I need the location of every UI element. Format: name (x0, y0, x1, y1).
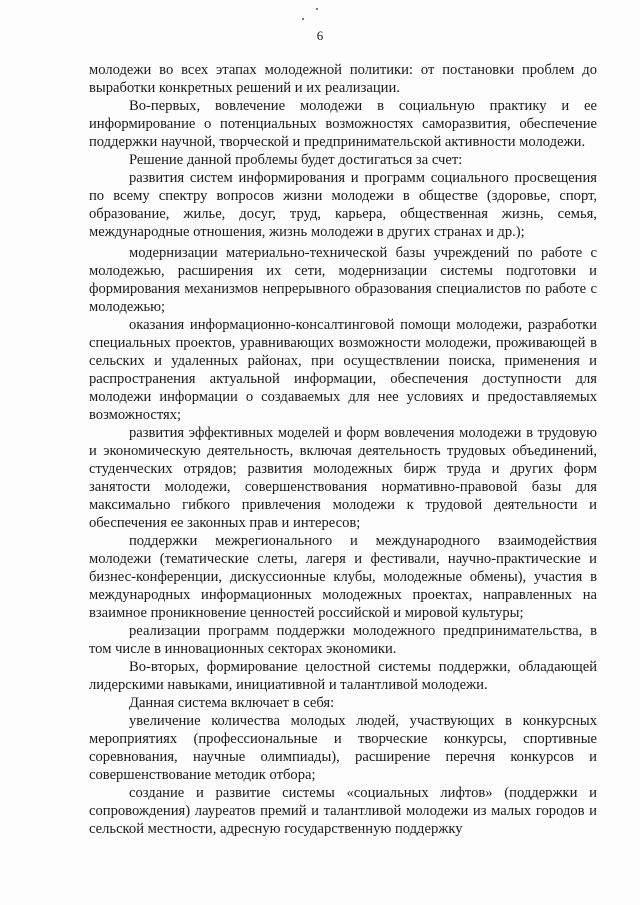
page-number: 6 (316, 28, 324, 43)
paragraph: реализации программ поддержки молодежного предпринимательства, в том числе в инновационных секторах экономики. (89, 623, 597, 657)
paragraph: Во-первых, вовлечение молодежи в социальную практику и ее информирование о потенциальных возможностях саморазвития, обеспечение поддержки научной, творческой и предпринимательской активности молодежи. (89, 98, 597, 150)
paragraph: Решение данной проблемы будет достигаться за счет: (129, 152, 463, 168)
scan-speck (302, 18, 304, 20)
scan-speck (316, 8, 318, 10)
paragraph: молодежи во всех этапах молодежной политики: от постановки проблем до выработки конкретных решений и их реализации. (89, 62, 597, 96)
paragraph: поддержки межрегионального и международного взаимодействия молодежи (тематические слеты, лагеря и фестивали, научно-практические и бизнес-конференции, дискуссионные клубы, молодежные обмены), участия в международных информационных молодежных проектах, направленных на взаимное проникновение ценностей российской и мировой культуры; (89, 533, 597, 621)
paragraph: создание и развитие системы «социальных лифтов» (поддержки и сопровождения) лауреатов премий и талантливой молодежи из малых городов и сельской местности, адресную государственную поддержку (89, 785, 597, 837)
paragraph: развития систем информирования и программ социального просвещения по всему спектру вопросов жизни молодежи в обществе (здоровье, спорт, образование, жилье, досуг, труд, карьера, общественная жизнь, семья, международные отношения, жизнь молодежи в других странах и др.); (89, 170, 597, 240)
paragraph: оказания информационно-консалтинговой помощи молодежи, разработки специальных проектов, уравнивающих возможности молодежи, проживающей в сельских и удаленных районах, при осуществлении поиска, применения и распространения актуальной информации, обеспечения доступности для молодежи информации о создаваемых для нее условиях и предоставляемых возможностях; (89, 317, 597, 423)
document-body (89, 61, 597, 838)
paragraph: развития эффективных моделей и форм вовлечения молодежи в трудовую и экономическую деятельность, включая деятельность трудовых объединений, студенческих отрядов; развития молодежных бирж труда и других форм занятости молодежи, совершенствования нормативно-правовой базы для максимально гибкого привлечения молодежи к трудовой деятельности и обеспечения ее законных прав и интересов; (89, 425, 597, 531)
paragraph: Во-вторых, формирование целостной системы поддержки, обладающей лидерскими навыками, инициативной и талантливой молодежи. (89, 659, 597, 693)
paragraph: Данная система включает в себя: (129, 695, 335, 711)
paragraph: увеличение количества молодых людей, участвующих в конкурсных мероприятиях (профессиональные и творческие конкурсы, спортивные соревнования, научные олимпиады), расширение перечня конкурсов и совершенствование методик отбора; (89, 713, 597, 783)
paragraph: модернизации материально-технической базы учреждений по работе с молодежью, расширения их сети, модернизации системы подготовки и формирования механизмов непрерывного образования специалистов по работе с молодежью; (89, 245, 597, 315)
